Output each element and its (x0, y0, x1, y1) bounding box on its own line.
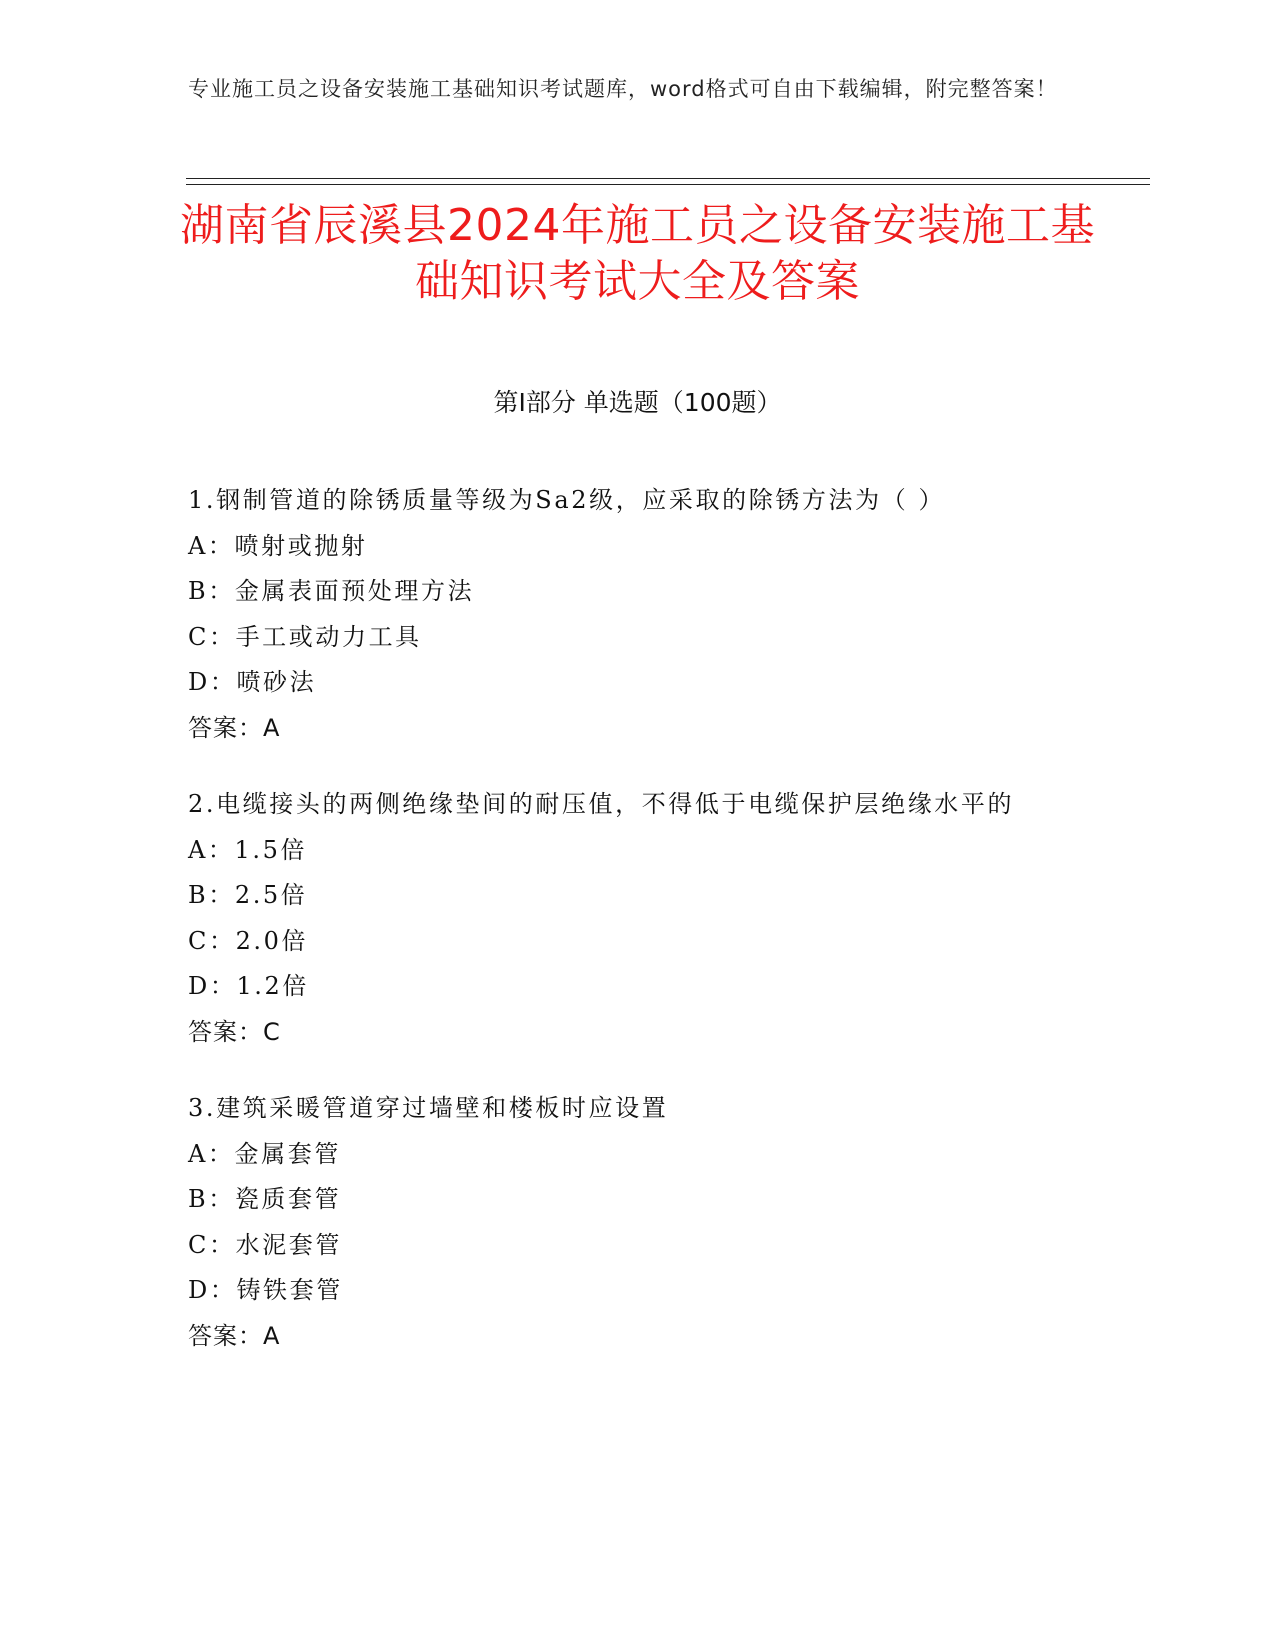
question-stem: 1.钢制管道的除锈质量等级为Sa2级，应采取的除锈方法为（ ） (188, 486, 946, 514)
question-stem: 2.电缆接头的两侧绝缘垫间的耐压值，不得低于电缆保护层绝缘水平的 (188, 790, 1015, 818)
option-c: C：2.0倍 (188, 926, 309, 955)
question-2 (188, 782, 1068, 1055)
question-3 (188, 1086, 1068, 1359)
option-c: C：水泥套管 (188, 1230, 342, 1259)
section-heading: 第Ⅰ部分 单选题（100题） (493, 388, 782, 417)
option-a: A：喷射或抛射 (188, 531, 368, 560)
question-1 (188, 478, 1068, 751)
document-intro: 专业施工员之设备安装施工基础知识考试题库，word格式可自由下载编辑，附完整答案！ (188, 77, 1058, 101)
option-d: D：铸铁套管 (188, 1276, 343, 1304)
question-list (188, 478, 1068, 1390)
question-stem: 3.建筑采暖管道穿过墙壁和楼板时应设置 (188, 1094, 669, 1122)
header-divider-bottom (186, 184, 1150, 185)
header-divider-top (186, 178, 1150, 179)
option-d: D：1.2倍 (188, 972, 310, 1000)
option-b: B：瓷质套管 (188, 1185, 342, 1213)
option-b: B：金属表面预处理方法 (188, 577, 475, 605)
option-c: C：手工或动力工具 (188, 622, 422, 651)
answer-label: 答案：A (188, 1321, 281, 1350)
answer-label: 答案：C (188, 1017, 281, 1046)
option-a: A：金属套管 (188, 1139, 341, 1168)
answer-label: 答案：A (188, 713, 281, 742)
option-b: B：2.5倍 (188, 881, 308, 909)
document-title: 湖南省辰溪县2024年施工员之设备安装施工基础知识考试大全及答案 (180, 200, 1095, 307)
option-a: A：1.5倍 (188, 835, 308, 864)
option-d: D：喷砂法 (188, 668, 317, 696)
